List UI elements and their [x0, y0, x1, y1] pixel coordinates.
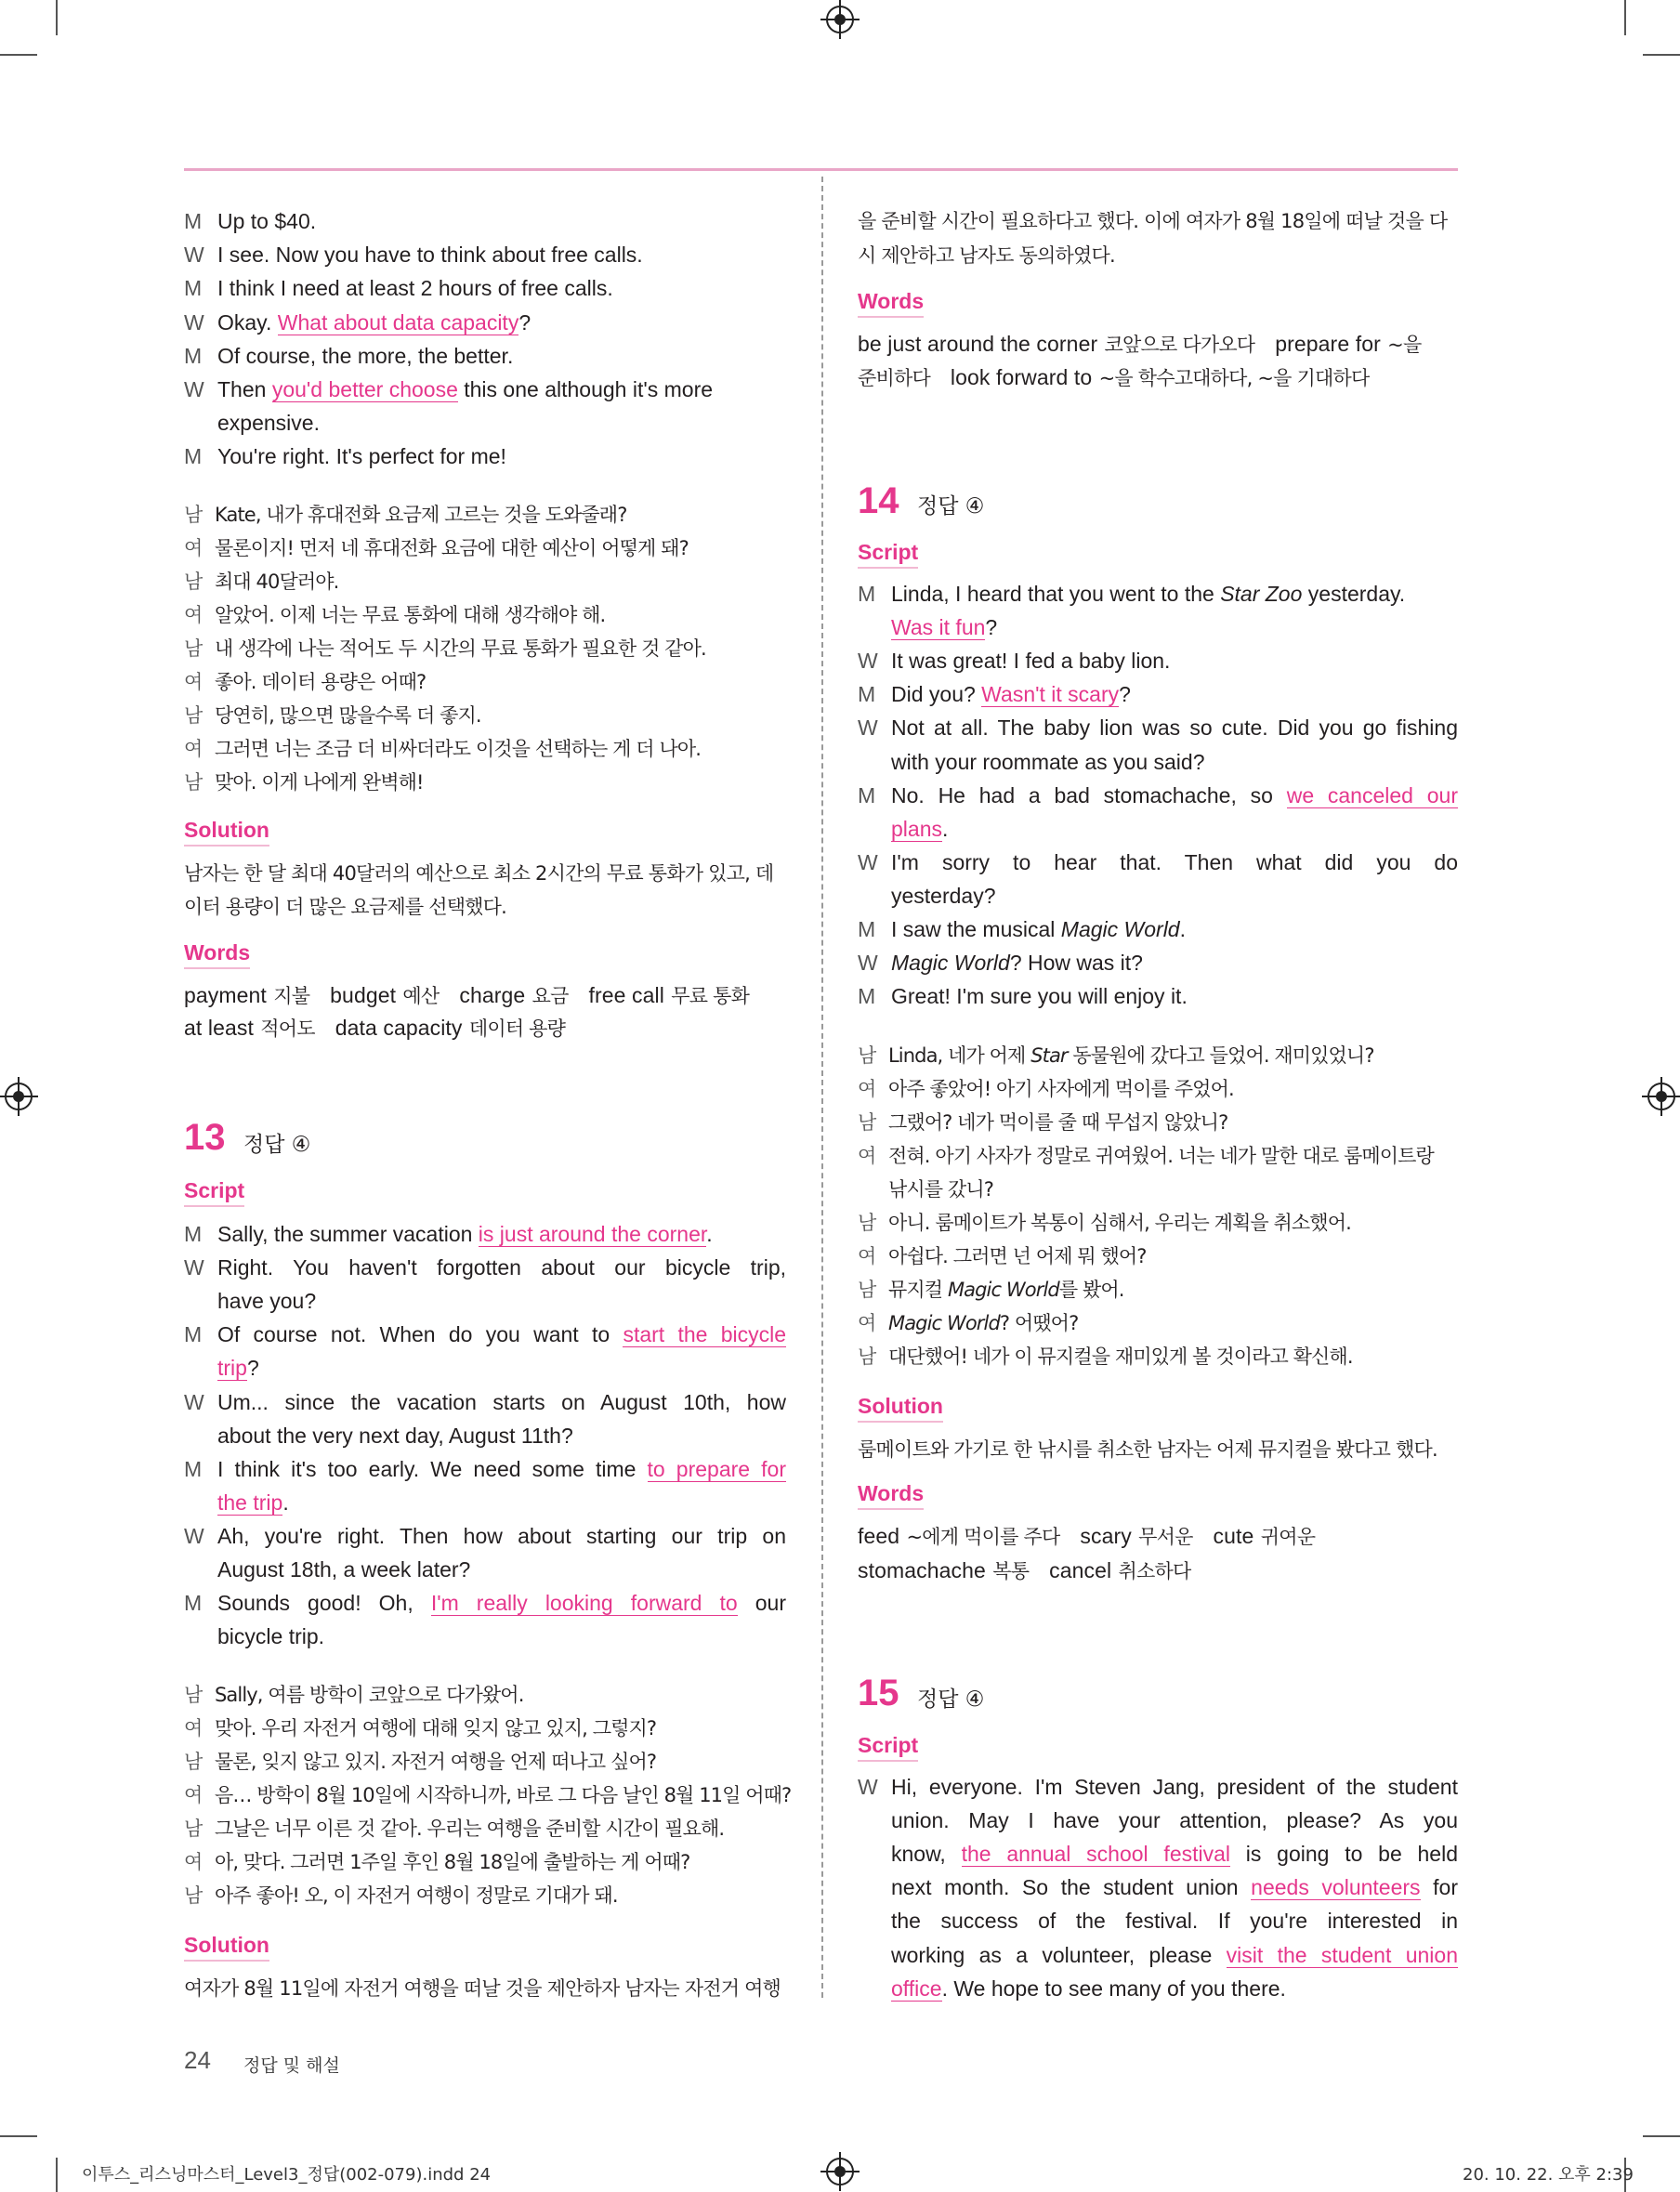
- solution-text: 남자는 한 달 최대 40달러의 예산으로 최소 2시간의 무료 통화가 있고, 데: [184, 862, 774, 885]
- italic-title: Magic World: [888, 1312, 1000, 1334]
- speaker-label: 여: [858, 1312, 877, 1334]
- file-slug: 이투스_리스닝마스터_Level3_정답(002-079).indd 24: [82, 2165, 492, 2185]
- text-run: this one although it's more: [457, 377, 714, 401]
- word-english: data capacity: [335, 1016, 463, 1040]
- crop-mark: [1643, 54, 1680, 56]
- script-heading: Script: [858, 1733, 918, 1762]
- text-run: Okay.: [217, 309, 278, 335]
- crop-mark: [1624, 0, 1626, 35]
- line-text: [217, 1456, 786, 1482]
- line-text: yesterday?: [891, 883, 996, 908]
- speaker-label: 남: [858, 1044, 877, 1067]
- speaker-label: 여: [184, 604, 203, 626]
- word-english: look forward to: [950, 365, 1093, 389]
- words-row: [184, 981, 749, 1009]
- word-english: stomachache: [858, 1558, 986, 1582]
- line-text: Up to $40.: [217, 209, 317, 233]
- text-run: our: [737, 1591, 786, 1616]
- line-text: August 18th, a week later?: [217, 1557, 471, 1582]
- speaker-label: 남: [858, 1111, 877, 1134]
- speaker-label: 남: [858, 1345, 877, 1368]
- solution-heading: Solution: [858, 1394, 943, 1423]
- word-english: feed: [858, 1524, 900, 1548]
- line-text: 아니. 룸메이트가 복통이 심해서, 우리는 계획을 취소했어.: [888, 1212, 1351, 1234]
- word-english: prepare for: [1275, 332, 1381, 356]
- key-expression: needs volunteers: [1251, 1875, 1421, 1900]
- words-heading: Words: [184, 940, 250, 969]
- text-run: I think it's too early. We need some time: [217, 1456, 648, 1481]
- crop-mark: [0, 54, 37, 56]
- word-korean: 무서운: [1138, 1526, 1193, 1548]
- key-expression: trip: [217, 1356, 247, 1381]
- text-run: Sounds good! Oh,: [217, 1591, 431, 1616]
- line-text: union. May I have your attention, please? As you: [891, 1808, 1458, 1833]
- line-text: with your roommate as you said?: [891, 749, 1205, 774]
- text-run: 동물원에 갔다고 들었어. 재미있었니?: [1067, 1044, 1374, 1067]
- word-korean: 요금: [532, 985, 569, 1007]
- speaker-label: M: [184, 1322, 203, 1347]
- key-expression: start the bicycle: [623, 1322, 787, 1347]
- italic-title: Magic World: [947, 1279, 1059, 1301]
- crop-mark: [0, 2135, 37, 2137]
- word-korean: ~에게 먹이를 주다: [906, 1526, 1060, 1548]
- words-row: [184, 1014, 565, 1042]
- speaker-label: M: [184, 444, 203, 469]
- word-english: cancel: [1049, 1558, 1112, 1582]
- word-korean: 취소하다: [1118, 1560, 1191, 1582]
- word-english: be just around the corner: [858, 332, 1098, 356]
- line-text: about the very next day, August 11th?: [217, 1423, 573, 1448]
- speaker-label: M: [184, 276, 203, 301]
- line-text: 낚시를 갔니?: [888, 1178, 993, 1201]
- text-run: No. He had a bad stomachache, so: [891, 782, 1287, 807]
- italic-title: Magic World: [891, 951, 1010, 976]
- line-text: 맞아. 우리 자전거 여행에 대해 잊지 않고 있지, 그렇지?: [215, 1717, 657, 1739]
- text-run: Did you?: [891, 682, 982, 707]
- speaker-label: W: [184, 243, 204, 268]
- question-number: 13: [184, 1117, 226, 1158]
- text-run: Then: [217, 377, 272, 401]
- question-number: 15: [858, 1673, 899, 1713]
- text-run: .: [941, 816, 949, 841]
- words-heading: Words: [858, 1481, 924, 1510]
- speaker-label: 남: [184, 771, 203, 794]
- line-text: 음… 방학이 8월 10일에 시작하니까, 바로 그 다음 날인 8월 11일 어때?: [215, 1784, 792, 1806]
- line-text: Hi, everyone. I'm Steven Jang, president of the student: [891, 1775, 1458, 1799]
- word-english: budget: [330, 983, 397, 1007]
- text-run: ?: [518, 309, 532, 335]
- column-divider: [821, 177, 823, 1998]
- line-text: I see. Now you have to think about free calls.: [217, 243, 643, 268]
- text-run: 를 봤어.: [1058, 1279, 1124, 1301]
- speaker-label: 여: [858, 1078, 877, 1100]
- speaker-label: M: [184, 209, 203, 233]
- page-label: 정답 및 해설: [243, 2055, 340, 2076]
- line-text: 대단했어! 네가 이 뮤지컬을 재미있게 볼 것이라고 확신해.: [888, 1345, 1353, 1368]
- right-column: [858, 0, 1458, 2192]
- crop-mark: [1643, 2135, 1680, 2137]
- line-text: expensive.: [217, 411, 320, 436]
- line-text: 알았어. 이제 너는 무료 통화에 대해 생각해야 해.: [215, 604, 606, 626]
- speaker-label: 남: [184, 571, 203, 593]
- speaker-label: W: [858, 1775, 878, 1799]
- print-timestamp: 20. 10. 22. 오후 2:39: [1463, 2165, 1634, 2185]
- speaker-label: M: [184, 1591, 203, 1616]
- speaker-label: 남: [184, 1684, 203, 1706]
- line-text: It was great! I fed a baby lion.: [891, 649, 1171, 674]
- text-run: .: [706, 1222, 713, 1246]
- words-row: [858, 1556, 1191, 1584]
- key-expression: we canceled our: [1286, 782, 1458, 807]
- speaker-label: M: [184, 1456, 203, 1481]
- line-text: bicycle trip.: [217, 1624, 325, 1649]
- registration-mark-icon: [1647, 1083, 1675, 1110]
- line-text: [891, 816, 1458, 842]
- line-text: 아쉽다. 그러면 넌 어제 뭐 했어?: [888, 1245, 1147, 1267]
- answer-label: 정답 ④: [917, 1687, 985, 1712]
- speaker-label: W: [184, 377, 204, 401]
- answer-label: 정답 ④: [917, 494, 985, 518]
- word-korean: 데이터 용량: [468, 1017, 566, 1040]
- line-text: 아, 맞다. 그러면 1주일 후인 8월 18일에 출발하는 게 어때?: [215, 1851, 690, 1873]
- line-text: 물론이지! 먼저 네 휴대전화 요금에 대한 예산이 어떻게 돼?: [215, 537, 689, 559]
- word-english: payment: [184, 983, 267, 1007]
- line-text: have you?: [217, 1289, 317, 1314]
- line-text: [891, 614, 1458, 640]
- words-row: [858, 330, 1421, 358]
- line-text: 아주 좋았어! 아기 사자에게 먹이를 주었어.: [888, 1078, 1234, 1100]
- word-english: free call: [588, 983, 664, 1007]
- line-text: [217, 1590, 786, 1616]
- text-run: ?: [985, 615, 998, 640]
- word-korean: ~을 학수고대하다, ~을 기대하다: [1098, 367, 1370, 389]
- speaker-label: 남: [184, 637, 203, 660]
- question-number: 14: [858, 480, 899, 521]
- speaker-label: M: [858, 582, 876, 606]
- line-text: [891, 1975, 1458, 2002]
- speaker-label: 남: [858, 1212, 877, 1234]
- key-expression: the annual school festival: [961, 1842, 1231, 1867]
- speaker-label: M: [858, 682, 876, 707]
- speaker-label: M: [184, 1222, 203, 1246]
- text-run: Of course not. When do you want to: [217, 1322, 623, 1347]
- text-run: .: [282, 1490, 289, 1515]
- text-run: .: [1179, 917, 1186, 941]
- solution-heading: Solution: [184, 1933, 269, 1962]
- registration-mark-icon: [826, 6, 854, 33]
- text-run: is going to be held: [1230, 1842, 1458, 1867]
- speaker-label: W: [184, 1255, 204, 1280]
- line-text: I think I need at least 2 hours of free calls.: [217, 276, 613, 301]
- line-text: [891, 1841, 1458, 1867]
- solution-text-continued: 시 제안하고 남자도 동의하였다.: [858, 244, 1115, 267]
- word-english: at least: [184, 1016, 254, 1040]
- text-run: next month. So the student union: [891, 1875, 1252, 1900]
- speaker-label: 여: [184, 671, 203, 693]
- line-text: Sally, 여름 방학이 코앞으로 다가왔어.: [215, 1684, 524, 1706]
- line-text: 당연히, 많으면 많을수록 더 좋지.: [215, 704, 481, 727]
- word-korean: 무료 통화: [671, 985, 750, 1007]
- speaker-label: W: [858, 849, 878, 874]
- line-text: [888, 1277, 1458, 1303]
- text-run: I saw the musical: [891, 917, 1061, 941]
- speaker-label: M: [184, 343, 203, 368]
- line-text: You're right. It's perfect for me!: [217, 444, 506, 469]
- line-text: [217, 376, 786, 402]
- speaker-label: 여: [858, 1245, 877, 1267]
- line-text: [217, 1321, 786, 1347]
- line-text: 아주 좋아! 오, 이 자전거 여행이 정말로 기대가 돼.: [215, 1884, 618, 1907]
- line-text: [888, 1043, 1458, 1069]
- line-text: 그랬어? 네가 먹이를 줄 때 무섭지 않았니?: [888, 1111, 1228, 1134]
- word-english: cute: [1213, 1524, 1254, 1548]
- text-run: . We hope to see many of you there.: [941, 1975, 1286, 2001]
- text-run: Sally, the summer vacation: [217, 1222, 479, 1246]
- line-text: I'm sorry to hear that. Then what did you do: [891, 849, 1458, 874]
- speaker-label: 남: [184, 704, 203, 727]
- speaker-label: W: [184, 309, 204, 335]
- line-text: [891, 1942, 1458, 1968]
- speaker-label: 여: [184, 738, 203, 760]
- line-text: [217, 1221, 786, 1247]
- word-korean: 복통: [992, 1560, 1030, 1582]
- solution-text-continued: 을 준비할 시간이 필요하다고 했다. 이에 여자가 8월 18일에 떠날 것을 다: [858, 210, 1448, 232]
- word-korean: 코앞으로 다가오다: [1104, 334, 1255, 356]
- line-text: 최대 40달러야.: [215, 571, 339, 593]
- speaker-label: M: [858, 917, 876, 941]
- key-expression: office: [891, 1975, 942, 2001]
- answer-label: 정답 ④: [243, 1133, 311, 1157]
- text-run: ?: [246, 1356, 259, 1381]
- word-korean: ~을: [1387, 334, 1422, 356]
- speaker-label: W: [858, 951, 878, 976]
- speaker-label: M: [858, 984, 876, 1009]
- line-text: Um... since the vacation starts on August 10th, how: [217, 1389, 786, 1414]
- speaker-label: 남: [858, 1279, 877, 1301]
- line-text: Not at all. The baby lion was so cute. Did you go fishing: [891, 715, 1458, 741]
- solution-text: 여자가 8월 11일에 자전거 여행을 떠날 것을 제안하자 남자는 자전거 여행: [184, 1977, 781, 2000]
- text-run: ? How was it?: [1009, 951, 1143, 976]
- line-text: 물론, 잊지 않고 있지. 자전거 여행을 언제 떠나고 싶어?: [215, 1751, 657, 1773]
- crop-mark: [56, 2158, 58, 2192]
- word-korean: 준비하다: [858, 367, 930, 389]
- solution-heading: Solution: [184, 818, 269, 847]
- line-text: Right. You haven't forgotten about our bicycle trip,: [217, 1255, 786, 1280]
- key-expression: visit the student union: [1226, 1942, 1458, 1967]
- speaker-label: 남: [184, 504, 203, 526]
- line-text: 그날은 너무 이른 것 같아. 우리는 여행을 준비할 시간이 필요해.: [215, 1818, 725, 1840]
- word-english: scary: [1080, 1524, 1132, 1548]
- word-english: charge: [459, 983, 526, 1007]
- text-run: for: [1420, 1875, 1458, 1900]
- speaker-label: W: [858, 649, 878, 674]
- line-text: Of course, the more, the better.: [217, 343, 514, 368]
- words-row: [858, 1522, 1315, 1550]
- key-expression: plans: [891, 816, 942, 841]
- speaker-label: 여: [184, 1717, 203, 1739]
- solution-text: 이터 용량이 더 많은 요금제를 선택했다.: [184, 896, 507, 918]
- speaker-label: 남: [184, 1884, 203, 1907]
- left-column: [184, 0, 792, 2192]
- italic-title: Magic World: [1060, 917, 1180, 941]
- script-heading: Script: [184, 1178, 244, 1207]
- text-run: yesterday.: [1302, 582, 1406, 606]
- speaker-label: M: [858, 782, 876, 807]
- speaker-label: 여: [184, 537, 203, 559]
- key-expression: is just around the corner: [478, 1222, 707, 1246]
- speaker-label: W: [858, 715, 878, 741]
- words-heading: Words: [858, 289, 924, 318]
- text-run: ?: [1119, 682, 1131, 707]
- crop-mark: [56, 0, 58, 35]
- line-text: [891, 916, 1458, 942]
- speaker-label: 여: [184, 1851, 203, 1873]
- key-expression: What about data capacity: [277, 309, 519, 335]
- solution-text: 룸메이트와 가기로 한 낚시를 취소한 남자는 어제 뮤지컬을 봤다고 했다.: [858, 1438, 1437, 1461]
- script-heading: Script: [858, 540, 918, 569]
- key-expression: the trip: [217, 1490, 283, 1515]
- key-expression: Was it fun: [891, 615, 986, 640]
- word-korean: 귀여운: [1260, 1526, 1316, 1548]
- italic-title: Star Zoo: [1220, 582, 1303, 606]
- line-text: [217, 1490, 786, 1516]
- line-text: 전혀. 아기 사자가 정말로 귀여웠어. 너는 네가 말한 대로 룸메이트랑: [888, 1145, 1434, 1167]
- line-text: [891, 782, 1458, 808]
- words-row: [858, 363, 1370, 391]
- word-korean: 적어도: [260, 1017, 315, 1040]
- line-text: [891, 581, 1458, 607]
- line-text: Great! I'm sure you will enjoy it.: [891, 984, 1188, 1009]
- speaker-label: 여: [858, 1145, 877, 1167]
- line-text: [888, 1310, 1458, 1336]
- line-text: [891, 1874, 1458, 1900]
- line-text: the success of the festival. If you're interested in: [891, 1909, 1458, 1934]
- line-text: [891, 681, 1458, 707]
- italic-title: Star: [1030, 1044, 1068, 1067]
- line-text: 내 생각에 나는 적어도 두 시간의 무료 통화가 필요한 것 같아.: [215, 637, 706, 660]
- word-korean: 지불: [273, 985, 310, 1007]
- text-run: Linda, I heard that you went to the: [891, 582, 1221, 606]
- line-text: [891, 950, 1458, 976]
- word-korean: 예산: [402, 985, 440, 1007]
- key-expression: Wasn't it scary: [981, 682, 1120, 707]
- line-text: Kate, 내가 휴대전화 요금제 고르는 것을 도와줄래?: [215, 504, 627, 526]
- text-run: ? 어땠어?: [999, 1312, 1079, 1334]
- speaker-label: W: [184, 1523, 204, 1548]
- line-text: Ah, you're right. Then how about starting our trip on: [217, 1523, 786, 1548]
- text-run: know,: [891, 1842, 962, 1867]
- line-text: 맞아. 이게 나에게 완벽해!: [215, 771, 424, 794]
- text-run: 뮤지컬: [888, 1279, 948, 1301]
- line-text: 그러면 너는 조금 더 비싸더라도 이것을 선택하는 게 더 나아.: [215, 738, 702, 760]
- registration-mark-icon: [826, 2158, 854, 2185]
- line-text: 좋아. 데이터 용량은 어때?: [215, 671, 427, 693]
- line-text: [217, 309, 786, 335]
- text-run: Linda, 네가 어제: [888, 1044, 1031, 1067]
- speaker-label: 남: [184, 1818, 203, 1840]
- key-expression: you'd better choose: [271, 377, 458, 401]
- speaker-label: W: [184, 1389, 204, 1414]
- line-text: [217, 1355, 786, 1381]
- text-run: working as a volunteer, please: [891, 1942, 1227, 1967]
- registration-mark-icon: [5, 1083, 33, 1110]
- speaker-label: 남: [184, 1751, 203, 1773]
- key-expression: to prepare for: [647, 1456, 786, 1481]
- speaker-label: 여: [184, 1784, 203, 1806]
- page-number: 24: [184, 2046, 211, 2074]
- key-expression: I'm really looking forward to: [430, 1591, 738, 1616]
